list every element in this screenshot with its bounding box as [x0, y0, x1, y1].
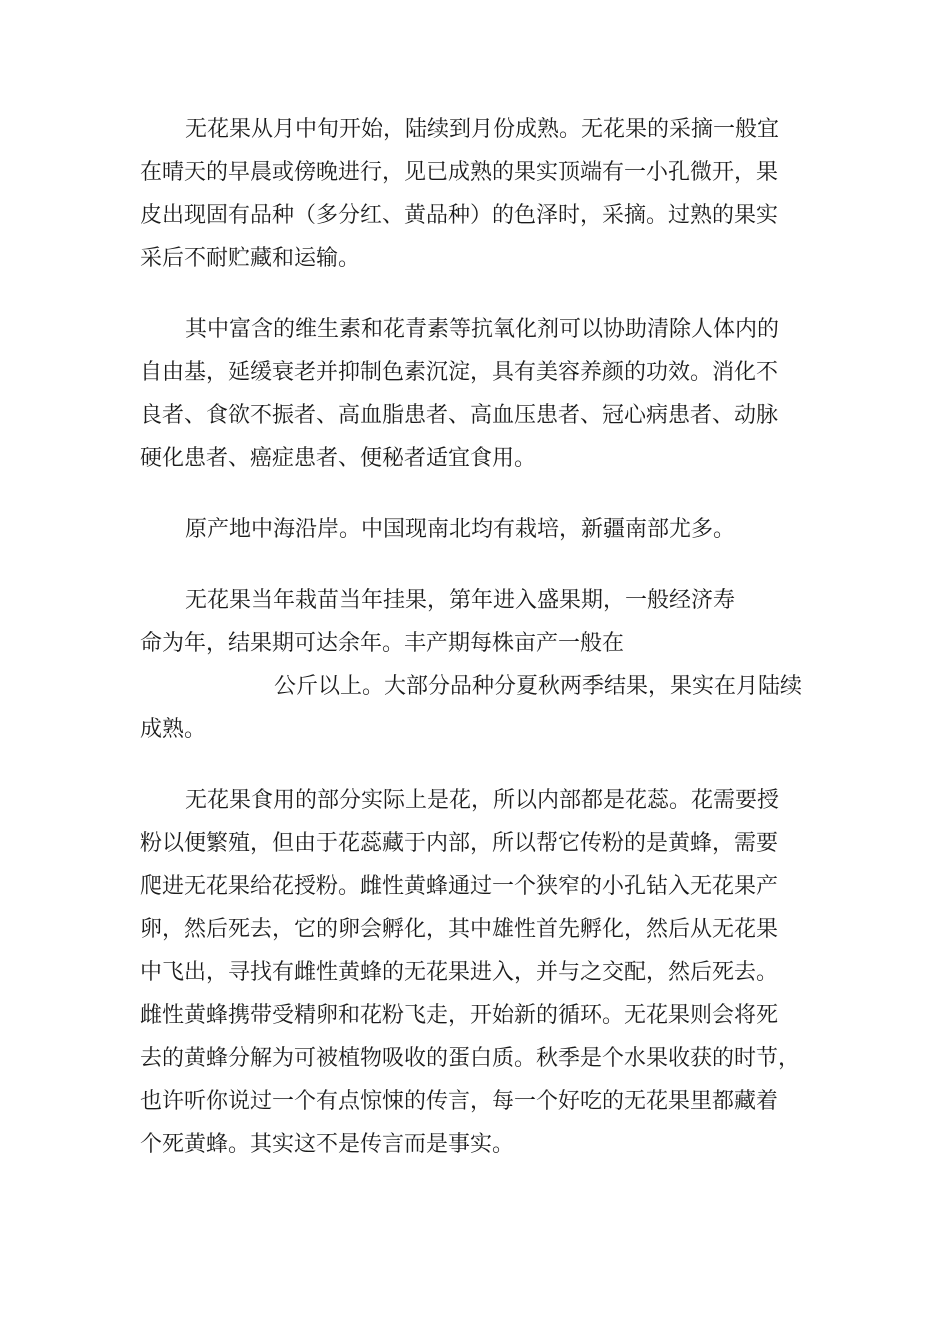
- text-line: 自由基，延缓衰老并抑制色素沉淀，具有美容养颜的功效。消化不: [140, 360, 779, 385]
- text-line: 原产地中海沿岸。中国现南北均有栽培，新疆南部尤多。: [185, 517, 736, 542]
- text-line: 雌性黄蜂携带受精卵和花粉飞走，开始新的循环。无花果则会将死: [140, 1003, 779, 1028]
- text-line: 其中富含的维生素和花青素等抗氧化剂可以协助清除人体内的: [185, 317, 780, 342]
- text-line: 在晴天的早晨或傍晚进行，见已成熟的果实顶端有一小孔微开，果: [140, 160, 779, 185]
- text-line: 也许听你说过一个有点惊悚的传言，每一个好吃的无花果里都藏着: [140, 1089, 779, 1114]
- text-line: 无花果当年栽苗当年挂果，第年进入盛果期，一般经济寿: [185, 588, 736, 613]
- text-line: 个死黄蜂。其实这不是传言而是事实。: [140, 1132, 515, 1157]
- document-body: [140, 108, 810, 1194]
- text-line: 粉以便繁殖，但由于花蕊藏于内部，所以帮它传粉的是黄蜂，需要: [140, 831, 779, 856]
- text-line: 爬进无花果给花授粉。雌性黄蜂通过一个狭窄的小孔钻入无花果产: [140, 874, 779, 899]
- text-line: 无花果从月中旬开始，陆续到月份成熟。无花果的采摘一般宜: [185, 117, 780, 142]
- paragraph-nutrition: [140, 308, 810, 480]
- text-line: 成熟。: [140, 717, 207, 742]
- paragraph-harvest: [140, 108, 810, 280]
- text-line: 去的黄蜂分解为可被植物吸收的蛋白质。秋季是个水果收获的时节，: [140, 1046, 801, 1071]
- text-line: 中飞出，寻找有雌性黄蜂的无花果进入，并与之交配，然后死去。: [140, 960, 779, 985]
- paragraph-origin: [140, 508, 810, 551]
- text-line: 采后不耐贮藏和运输。: [140, 246, 361, 271]
- text-line: 良者、食欲不振者、高血脂患者、高血压患者、冠心病患者、动脉: [140, 403, 779, 428]
- text-line: 卵，然后死去，它的卵会孵化，其中雄性首先孵化，然后从无花果: [140, 917, 779, 942]
- text-line: 公斤以上。大部分品种分夏秋两季结果，果实在月陆续: [274, 674, 803, 699]
- text-line: 硬化患者、癌症患者、便秘者适宜食用。: [140, 446, 537, 471]
- paragraph-pollination: [140, 779, 810, 1166]
- text-line: 命为年，结果期可达余年。丰产期每株亩产一般在: [140, 631, 625, 656]
- text-line: 无花果食用的部分实际上是花，所以内部都是花蕊。花需要授: [185, 788, 780, 813]
- text-line: 皮出现固有品种（多分红、黄品种）的色泽时，采摘。过熟的果实: [140, 203, 779, 228]
- paragraph-yield: [140, 579, 810, 751]
